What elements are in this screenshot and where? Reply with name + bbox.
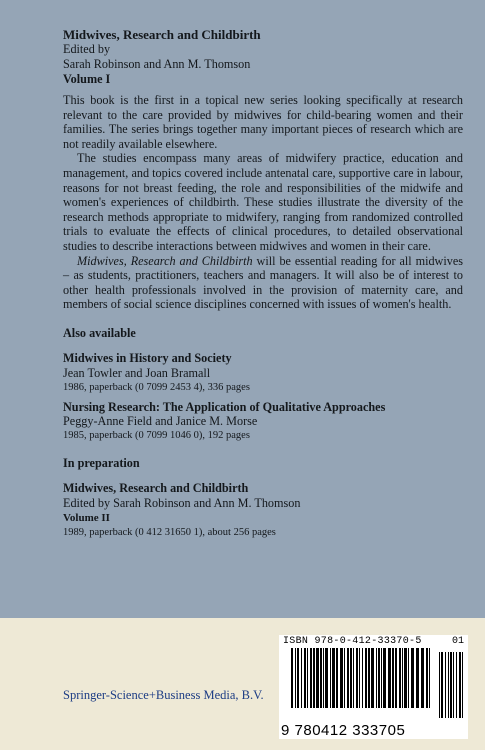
prep-book-title: Midwives, Research and Childbirth xyxy=(63,481,249,496)
publisher-name: Springer-Science+Business Media, B.V. xyxy=(63,688,264,702)
back-cover-text xyxy=(63,27,463,539)
also-book-1-title: Midwives in History and Society xyxy=(63,350,232,365)
also-book-2-authors: Peggy-Anne Field and Janice M. Morse xyxy=(63,414,258,429)
also-book-1-details: 1986, paperback (0 7099 2453 4), 336 pages xyxy=(63,381,250,393)
barcode-panel xyxy=(279,635,468,739)
also-book-2-title: Nursing Research: The Application of Qualitative Approaches xyxy=(63,399,386,414)
blurb-paragraph-3 xyxy=(63,254,463,312)
book-title: Midwives, Research and Childbirth xyxy=(63,27,261,42)
footer-band xyxy=(0,618,485,750)
also-available-heading: Also available xyxy=(63,325,136,340)
blurb-paragraph-2: The studies encompass many areas of midwifery practice, education and management, and topics covered include antenatal care, supportive care in labour, reasons for not breast feeding, the role and responsibilities of the midwife and women's experiences of childbirth. These studies illustrate the diversity of the research methods appropriate to midwifery, ranging from randomized controlled trials to evaluate the effects of clinical procedures, to detailed observational studies to describe interactions between midwives and women in their care. xyxy=(63,151,463,253)
editors: Sarah Robinson and Ann M. Thomson xyxy=(63,57,251,71)
prep-book-volume: Volume II xyxy=(63,511,110,524)
prep-book-editors: Edited by Sarah Robinson and Ann M. Thomson xyxy=(63,495,301,510)
also-book-1-authors: Jean Towler and Joan Bramall xyxy=(63,365,211,380)
prep-book-details: 1989, paperback (0 412 31650 1), about 256 pages xyxy=(63,526,276,538)
edited-by-label: Edited by xyxy=(63,42,111,56)
ean-digits: 9 780412 333705 xyxy=(281,722,406,739)
in-preparation-heading: In preparation xyxy=(63,456,140,471)
isbn-text: ISBN 978-0-412-33370-5 xyxy=(283,636,422,647)
blurb-italic-title: Midwives, Research and Childbirth xyxy=(77,253,253,268)
blurb-paragraph-1: This book is the first in a topical new series looking specifically at research relevant to the care provided by midwives for child-bearing women and their families. The series brings together many important pieces of research which are not readily available elsewhere. xyxy=(63,93,463,151)
volume-label: Volume I xyxy=(63,72,111,86)
price-addon-digits: 01 xyxy=(451,636,464,647)
also-book-2-details: 1985, paperback (0 7099 1046 0), 192 pages xyxy=(63,430,250,442)
blurb-paragraph-3-text: will be essential reading for all midwives – as students, practitioners, teachers and managers. It will also be of interest to other health professionals involved in the provision of maternity care, and members of social science disciplines concerned with issues of women's health. xyxy=(63,253,463,312)
barcode-image xyxy=(279,648,468,720)
